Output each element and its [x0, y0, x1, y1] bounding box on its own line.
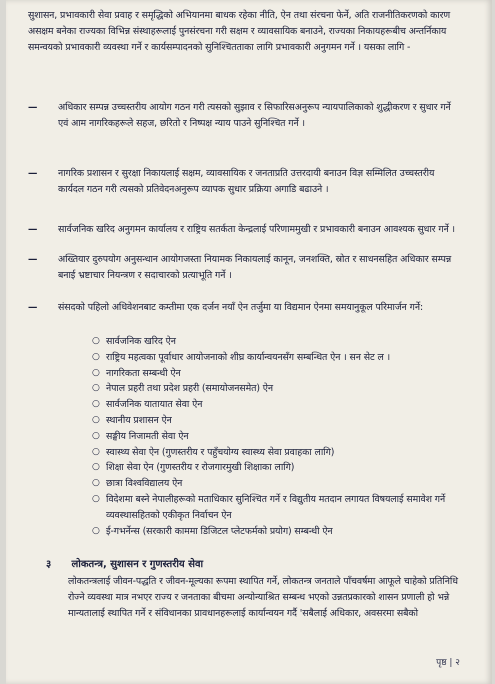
list-item-text: नागरिकता सम्बन्धी ऐन	[106, 367, 181, 379]
dash-marker: —	[28, 168, 38, 179]
bullet-item	[28, 300, 460, 316]
list-item	[92, 429, 460, 445]
circle-bullet-icon: ○	[92, 430, 100, 441]
list-item-text: सार्वजनिक यातायात सेवा ऐन	[106, 399, 203, 411]
list-item	[92, 492, 460, 524]
bullet-text: सार्वजनिक खरिद अनुगमन कार्यालय र राष्ट्रिय सतर्कता केन्द्रलाई परिणाममुखी र प्रभावकारी बनाउन आवश्यक सुधार गर्ने ।	[58, 224, 456, 235]
page-number: पृष्ठ | २	[436, 658, 460, 668]
list-item	[92, 460, 460, 476]
dash-marker: —	[28, 302, 38, 313]
list-item-text: स्वास्थ्य सेवा ऐन (गुणस्तरीय र पहुँचयोग्य स्वास्थ्य सेवा प्रवाहका लागि)	[106, 446, 335, 458]
section-paragraph: लोकतन्त्रलाई जीवन-पद्धति र जीवन-मूल्यका रूपमा स्थापित गर्ने, लोकतन्त्र जनताले पाँचवर्षमा आफूले चाहेको प्रतिनिधि रोज्ने व्यवस्था मात्र नभएर राज्य र जनताका बीचमा अन्योन्याश्रित सम्बन्ध भएको उन्नतप्रकारको शासन प्रणाली हो भन्ने मान्यतालाई स्थापित गर्ने र संविधानका प्रावधानहरूलाई कार्यान्वयन गर्दै 'सबैलाई अधिकार, अवसरमा सबैको	[68, 576, 458, 619]
intro-paragraph: सुशासन, प्रभावकारी सेवा प्रवाह र समृद्धिको अभियानमा बाधक रहेका नीति, ऐन तथा संरचना फेर्ने, अति राजनीतिकरणको कारण असक्षम बनेका राज्यका विभिन्न संस्थाहरूलाई पुनसंरचना गरी सक्षम र व्यावसायिक बनाउने, राज्यका निकायहरूबीच अन्तर्निकाय समन्वयको प्रभावकारी व्यवस्था गर्ने र कार्यसम्पादनको सुनिश्चितताका लागि प्रभावकारी अनुगमन गर्ने । यसका लागि -	[28, 10, 451, 53]
dash-marker: —	[28, 224, 38, 235]
list-item	[92, 413, 460, 429]
bullet-text: नागरिक प्रशासन र सुरक्षा निकायलाई सक्षम, व्यावसायिक र जनताप्रति उत्तरदायी बनाउन विज्ञ सम्मिलित उच्चस्तरीय कार्यदल गठन गरी त्यसको प्रतिवेदनअनुरूप व्यापक सुधार प्रक्रिया अगाडि बढाउने ।	[58, 168, 435, 195]
circle-bullet-icon: ○	[92, 351, 100, 362]
section-number: ३	[46, 559, 52, 570]
circle-bullet-icon: ○	[92, 383, 100, 394]
list-item	[92, 476, 460, 492]
list-item	[92, 445, 460, 461]
circle-bullet-icon: ○	[92, 446, 100, 457]
bullet-item	[28, 222, 460, 238]
list-item	[92, 381, 460, 397]
circle-bullet-icon: ○	[92, 414, 100, 425]
circle-bullet-icon: ○	[92, 493, 100, 504]
sub-list	[92, 334, 460, 539]
list-item-text: नेपाल प्रहरी तथा प्रदेश प्रहरी (समायोजनसमेत) ऐन	[106, 383, 273, 395]
section-heading	[46, 556, 466, 570]
list-item-text: स्थानीय प्रशासन ऐन	[106, 414, 172, 426]
bullet-text: अख्तियार दुरुपयोग अनुसन्धान आयोगजस्ता नियामक निकायलाई कानून, जनशक्ति, स्रोत र साधनसहित अधिकार सम्पन्न बनाई भ्रष्टाचार नियन्त्रण र सदाचारको प्रत्याभूति गर्ने ।	[58, 254, 452, 281]
list-item	[92, 397, 460, 413]
document-page	[6, 0, 492, 684]
dash-marker: —	[28, 102, 38, 113]
bullet-item	[28, 100, 460, 132]
bullet-item	[28, 166, 460, 198]
list-item-text: राष्ट्रिय महत्वका पूर्वाधार आयोजनाको शीघ्र कार्यान्वयनसँग सम्बन्धित ऐन । सन सेट ल ।	[106, 351, 391, 363]
list-item-text: सङ्घीय निजामती सेवा ऐन	[106, 430, 189, 442]
list-item-text: छात्रा विश्वविद्यालय ऐन	[106, 478, 183, 490]
circle-bullet-icon: ○	[92, 462, 100, 473]
list-item-text: ई-गभर्नेन्स (सरकारी काममा डिजिटल प्लेटफर्मको प्रयोग) सम्बन्धी ऐन	[106, 525, 333, 537]
circle-bullet-icon: ○	[92, 367, 100, 378]
dash-marker: —	[28, 254, 38, 265]
circle-bullet-icon: ○	[92, 399, 100, 410]
bullet-text: अधिकार सम्पन्न उच्चस्तरीय आयोग गठन गरी त्यसको सुझाव र सिफारिसअनुरूप न्यायपालिकाको शुद्धीकरण र सुधार गर्ने एवं आम नागरिकहरूले सहज, छरितो र निष्पक्ष न्याय पाउने सुनिश्चित गर्ने ।	[58, 102, 451, 129]
circle-bullet-icon: ○	[92, 478, 100, 489]
list-item	[92, 334, 460, 350]
section-title: लोकतन्त्र, सुशासन र गुणस्तरीय सेवा	[71, 559, 204, 570]
circle-bullet-icon: ○	[92, 336, 100, 346]
list-item-text: विदेशमा बस्ने नेपालीहरूको मताधिकार सुनिश्चित गर्ने र विद्युतीय मतदान लगायत विषयलाई समावेश गर्ने व्यवस्थासहितको एकीकृत निर्वाचन ऐन	[106, 493, 446, 521]
list-item	[92, 524, 460, 540]
circle-bullet-icon: ○	[92, 525, 100, 536]
list-item	[92, 366, 460, 382]
bullet-item	[28, 252, 460, 284]
list-item-text: सार्वजनिक खरिद ऐन	[106, 336, 176, 347]
list-item	[92, 350, 460, 366]
bullet-text: संसदको पहिलो अधिवेशनबाट कम्तीमा एक दर्जन नयाँ ऐन तर्जुमा या विद्यमान ऐनमा समयानुकूल परिमार्जन गर्ने:	[58, 302, 424, 313]
list-item-text: शिक्षा सेवा ऐन (गुणस्तरीय र रोजगारमुखी शिक्षाका लागि)	[106, 462, 295, 474]
